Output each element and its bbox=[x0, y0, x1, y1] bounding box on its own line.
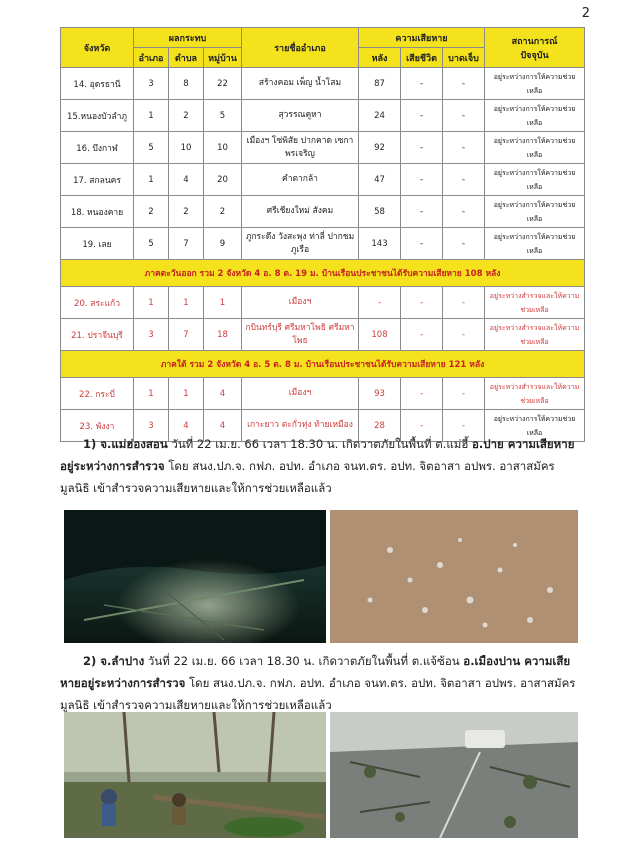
injured-cell: - bbox=[443, 410, 485, 442]
header-injured: บาดเจ็บ bbox=[443, 48, 485, 68]
deaths-cell: - bbox=[401, 132, 443, 164]
table-row bbox=[61, 228, 585, 260]
status-cell: อยู่ระหว่างการให้ความช่วยเหลือ bbox=[485, 132, 585, 164]
status-cell: อยู่ระหว่างการให้ความช่วยเหลือ bbox=[485, 410, 585, 442]
header-status-line1: สถานการณ์ bbox=[511, 36, 558, 47]
province-cell: 23. พังงา bbox=[61, 410, 134, 442]
deaths-cell: - bbox=[401, 164, 443, 196]
header-status bbox=[485, 28, 585, 68]
tambon-count-cell: 7 bbox=[169, 228, 204, 260]
houses-cell: - bbox=[359, 287, 401, 319]
injured-cell: - bbox=[443, 228, 485, 260]
village-count-cell: 4 bbox=[204, 378, 242, 410]
status-cell: อยู่ระหว่างการให้ความช่วยเหลือ bbox=[485, 228, 585, 260]
village-count-cell: 10 bbox=[204, 132, 242, 164]
header-amphoe-list: รายชื่ออำเภอ bbox=[242, 28, 359, 68]
header-village: หมู่บ้าน bbox=[204, 48, 242, 68]
deaths-cell: - bbox=[401, 228, 443, 260]
injured-cell: - bbox=[443, 164, 485, 196]
status-cell: อยู่ระหว่างการให้ความช่วยเหลือ bbox=[485, 164, 585, 196]
amphoe-count-cell: 2 bbox=[134, 196, 169, 228]
amphoe-count-cell: 3 bbox=[134, 410, 169, 442]
header-province: จังหวัด bbox=[61, 28, 134, 68]
tambon-count-cell: 8 bbox=[169, 68, 204, 100]
province-cell: 16. บึงกาฬ bbox=[61, 132, 134, 164]
amphoe-list-cell: เมืองฯ bbox=[242, 378, 359, 410]
amphoe-count-cell: 1 bbox=[134, 100, 169, 132]
village-count-cell: 9 bbox=[204, 228, 242, 260]
status-cell: อยู่ระหว่างการให้ความช่วยเหลือ bbox=[485, 196, 585, 228]
village-count-cell: 4 bbox=[204, 410, 242, 442]
photo-damaged-road bbox=[330, 712, 578, 838]
status-cell: อยู่ระหว่างการให้ความช่วยเหลือ bbox=[485, 68, 585, 100]
section-east-summary: ภาคตะวันออก รวม 2 จังหวัด 4 อ. 8 ต. 19 ม. บ้านเรือนประชาชนได้รับความเสียหาย 108 หลัง bbox=[61, 260, 585, 287]
houses-cell: 28 bbox=[359, 410, 401, 442]
injured-cell: - bbox=[443, 100, 485, 132]
village-count-cell: 20 bbox=[204, 164, 242, 196]
table-row bbox=[61, 68, 585, 100]
page-number: 2 bbox=[581, 6, 590, 21]
amphoe-count-cell: 5 bbox=[134, 228, 169, 260]
deaths-cell: - bbox=[401, 68, 443, 100]
amphoe-list-cell: คำตากล้า bbox=[242, 164, 359, 196]
paragraph2-text-a: วันที่ 22 เม.ย. 66 เวลา 18.30 น. เกิดวาตภัยในพื้นที่ ต.แจ้ซ้อน bbox=[144, 654, 464, 668]
paragraph-lampang bbox=[60, 650, 586, 716]
province-cell: 18. หนองคาย bbox=[61, 196, 134, 228]
village-count-cell: 18 bbox=[204, 319, 242, 351]
houses-cell: 58 bbox=[359, 196, 401, 228]
province-cell: 20. สระแก้ว bbox=[61, 287, 134, 319]
village-count-cell: 5 bbox=[204, 100, 242, 132]
village-count-cell: 2 bbox=[204, 196, 242, 228]
paragraph2-highlight: อ.เมืองปาน ความเสียหายอยู่ระหว่างการสำรวจ bbox=[60, 654, 571, 690]
houses-cell: 87 bbox=[359, 68, 401, 100]
status-cell: อยู่ระหว่างสำรวจและให้ความช่วยเหลือ bbox=[485, 378, 585, 410]
header-impact: ผลกระทบ bbox=[134, 28, 242, 48]
amphoe-count-cell: 5 bbox=[134, 132, 169, 164]
photo-fallen-trees bbox=[64, 712, 326, 838]
header-damage: ความเสียหาย bbox=[359, 28, 485, 48]
deaths-cell: - bbox=[401, 196, 443, 228]
amphoe-list-cell: สุวรรณคูหา bbox=[242, 100, 359, 132]
paragraph-mae-hong-son bbox=[60, 433, 586, 499]
damage-table bbox=[60, 27, 585, 442]
table-row bbox=[61, 100, 585, 132]
amphoe-list-cell: เกาะยาว ตะกั่วทุ่ง ท้ายเหมือง bbox=[242, 410, 359, 442]
deaths-cell: - bbox=[401, 378, 443, 410]
province-cell: 19. เลย bbox=[61, 228, 134, 260]
section-south-summary: ภาคใต้ รวม 2 จังหวัด 4 อ. 5 ต. 8 ม. บ้านเรือนประชาชนได้รับความเสียหาย 121 หลัง bbox=[61, 351, 585, 378]
table-row bbox=[61, 164, 585, 196]
table-row bbox=[61, 196, 585, 228]
province-cell: 21. ปราจีนบุรี bbox=[61, 319, 134, 351]
table-row bbox=[61, 132, 585, 164]
amphoe-count-cell: 1 bbox=[134, 164, 169, 196]
houses-cell: 93 bbox=[359, 378, 401, 410]
deaths-cell: - bbox=[401, 100, 443, 132]
amphoe-list-cell: กบินทร์บุรี ศรีมหาโพธิ ศรีมหาโพธ bbox=[242, 319, 359, 351]
paragraph2-text-b: โดย สนง.ปภ.จ. กฟภ. อปท. อำเภอ จนท.ตร. อปท. จิตอาสา อปพร. อาสาสมัคร มูลนิธิ เข้าสำรวจความเสียหายและให้การช่วยเหลือแล้ว bbox=[60, 676, 576, 712]
houses-cell: 47 bbox=[359, 164, 401, 196]
tambon-count-cell: 2 bbox=[169, 100, 204, 132]
status-cell: อยู่ระหว่างสำรวจและให้ความช่วยเหลือ bbox=[485, 287, 585, 319]
tambon-count-cell: 4 bbox=[169, 410, 204, 442]
injured-cell: - bbox=[443, 378, 485, 410]
paragraph1-highlight: อ.ปาย ความเสียหายอยู่ระหว่างการสำรวจ bbox=[60, 437, 575, 473]
paragraph1-heading: 1) จ.แม่ฮ่องสอน bbox=[83, 437, 168, 451]
tambon-count-cell: 7 bbox=[169, 319, 204, 351]
amphoe-list-cell: ศรีเชียงใหม่ สังคม bbox=[242, 196, 359, 228]
status-cell: อยู่ระหว่างสำรวจและให้ความช่วยเหลือ bbox=[485, 319, 585, 351]
houses-cell: 24 bbox=[359, 100, 401, 132]
paragraph1-text-b: โดย สนง.ปภ.จ. กฟภ. อปท. อำเภอ จนท.ตร. อปท. จิตอาสา อปพร. อาสาสมัคร มูลนิธิ เข้าสำรวจความเสียหายและให้การช่วยเหลือแล้ว bbox=[60, 459, 555, 495]
province-cell: 22. กระบี่ bbox=[61, 378, 134, 410]
table-row bbox=[61, 287, 585, 319]
header-status-line2: ปัจจุบัน bbox=[520, 50, 549, 61]
houses-cell: 108 bbox=[359, 319, 401, 351]
houses-cell: 143 bbox=[359, 228, 401, 260]
deaths-cell: - bbox=[401, 287, 443, 319]
header-deaths: เสียชีวิต bbox=[401, 48, 443, 68]
tambon-count-cell: 2 bbox=[169, 196, 204, 228]
injured-cell: - bbox=[443, 68, 485, 100]
injured-cell: - bbox=[443, 319, 485, 351]
photo-night-storm-road bbox=[64, 510, 326, 643]
paragraph2-heading: 2) จ.ลำปาง bbox=[83, 654, 145, 668]
province-cell: 14. อุดรธานี bbox=[61, 68, 134, 100]
tambon-count-cell: 1 bbox=[169, 378, 204, 410]
amphoe-count-cell: 1 bbox=[134, 287, 169, 319]
amphoe-count-cell: 1 bbox=[134, 378, 169, 410]
header-tambon: ตำบล bbox=[169, 48, 204, 68]
deaths-cell: - bbox=[401, 319, 443, 351]
status-cell: อยู่ระหว่างการให้ความช่วยเหลือ bbox=[485, 100, 585, 132]
houses-cell: 92 bbox=[359, 132, 401, 164]
village-count-cell: 22 bbox=[204, 68, 242, 100]
tambon-count-cell: 1 bbox=[169, 287, 204, 319]
tambon-count-cell: 4 bbox=[169, 164, 204, 196]
injured-cell: - bbox=[443, 196, 485, 228]
injured-cell: - bbox=[443, 132, 485, 164]
amphoe-count-cell: 3 bbox=[134, 319, 169, 351]
tambon-count-cell: 10 bbox=[169, 132, 204, 164]
village-count-cell: 1 bbox=[204, 287, 242, 319]
table-row bbox=[61, 319, 585, 351]
injured-cell: - bbox=[443, 287, 485, 319]
header-amphoe: อำเภอ bbox=[134, 48, 169, 68]
amphoe-list-cell: ภูกระดึง วังสะพุง ท่าลี่ ปากชม ภูเรือ bbox=[242, 228, 359, 260]
amphoe-list-cell: สร้างคอม เพ็ญ น้ำโสม bbox=[242, 68, 359, 100]
amphoe-count-cell: 3 bbox=[134, 68, 169, 100]
amphoe-list-cell: เมืองฯ โซ่พิสัย ปากคาด เซกา พรเจริญ bbox=[242, 132, 359, 164]
paragraph1-text-a: วันที่ 22 เม.ย. 66 เวลา 18.30 น. เกิดวาตภัยในพื้นที่ ต.แม่ฮี้ bbox=[167, 437, 473, 451]
photo-hailstones bbox=[330, 510, 578, 643]
province-cell: 15.หนองบัวลำภู bbox=[61, 100, 134, 132]
province-cell: 17. สกลนคร bbox=[61, 164, 134, 196]
table-row bbox=[61, 378, 585, 410]
deaths-cell: - bbox=[401, 410, 443, 442]
amphoe-list-cell: เมืองฯ bbox=[242, 287, 359, 319]
header-houses: หลัง bbox=[359, 48, 401, 68]
